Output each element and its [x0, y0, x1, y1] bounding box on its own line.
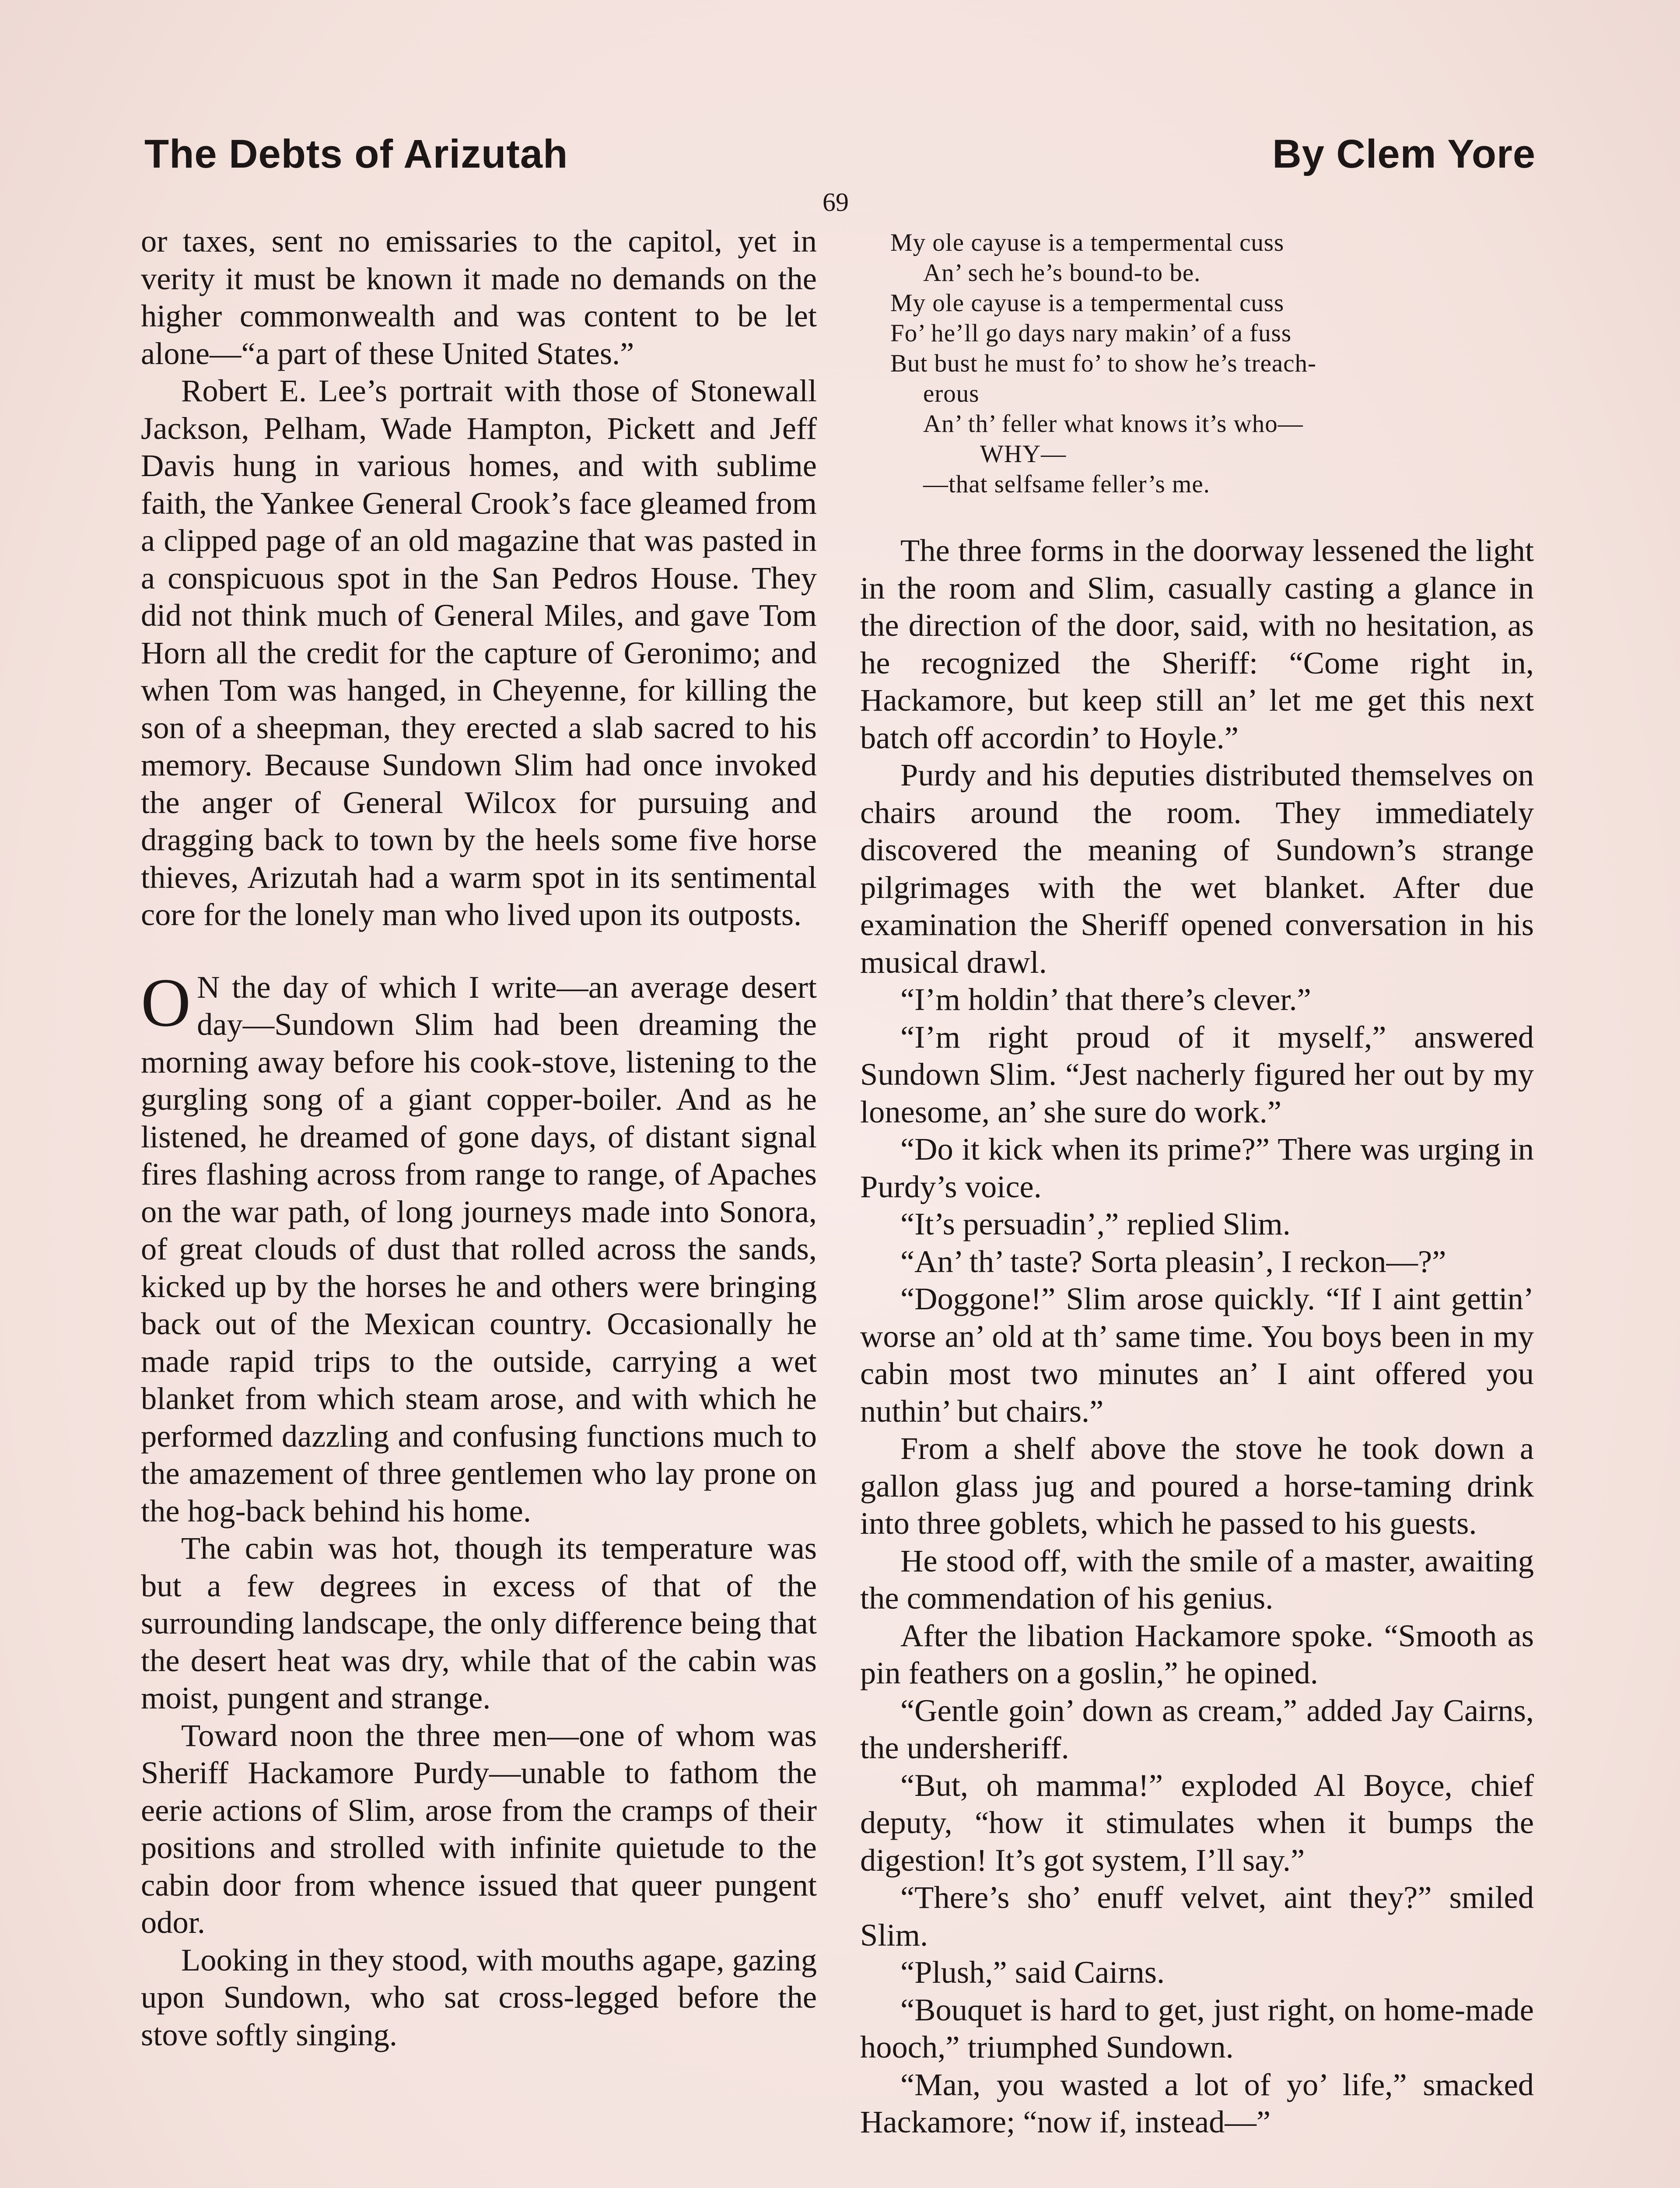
paragraph: “It’s persuadin’,” replied Slim. — [900, 1206, 1291, 1241]
paragraph: “There’s sho’ enuff velvet, aint they?” smiled Slim. — [860, 1879, 1534, 1953]
story-title: The Debts of Arizutah — [144, 132, 568, 176]
paragraph: “Do it kick when its prime?” There was urging in Purdy’s voice. — [860, 1131, 1534, 1204]
story-byline: By Clem Yore — [1272, 132, 1536, 176]
song-verse — [890, 228, 1538, 499]
paragraph: “Doggone!” Slim arose quickly. “If I aint gettin’ worse an’ old at th’ same time. You boys been in my cabin most two minutes an’ I aint offered you nuthin’ but chairs.” — [860, 1281, 1534, 1429]
page-number: 69 — [822, 188, 849, 217]
verse-line: My ole cayuse is a tempermental cuss — [890, 229, 1284, 256]
running-head — [144, 131, 1536, 188]
right-column — [860, 532, 1534, 2141]
paragraph: “Man, you wasted a lot of yo’ life,” smacked Hackamore; “now if, instead—” — [860, 2066, 1534, 2139]
paragraph: or taxes, sent no emissaries to the capitol, yet in verity it must be known it made no demands on the higher commonwealth and was content to be let alone—“a part of these United States.” — [141, 223, 817, 371]
paragraph: “Bouquet is hard to get, just right, on home-made hooch,” triumphed Sundown. — [860, 1992, 1534, 2065]
verse-line: —that selfsame feller’s me. — [923, 470, 1210, 498]
paragraph: He stood off, with the smile of a master, awaiting the commendation of his genius. — [860, 1543, 1534, 1616]
verse-line: But bust he must fo’ to show he’s treach- — [890, 350, 1316, 377]
paragraph: The cabin was hot, though its temperature was but a few degrees in excess of that of the surrounding landscape, the only difference being that the desert heat was dry, while that of the cabin was moist, pungent and strange. — [141, 1530, 817, 1715]
paragraph: Purdy and his deputies distributed themselves on chairs around the room. They immediately discovered the meaning of Sundown’s strange pilgrimages with the wet blanket. After due examination the Sheriff opened conversation in his musical drawl. — [860, 757, 1534, 980]
verse-line: An’ sech he’s bound-to be. — [923, 259, 1201, 287]
verse-line: erous — [923, 380, 980, 407]
paragraph: Robert E. Lee’s portrait with those of Stonewall Jackson, Pelham, Wade Hampton, Pickett and Jeff Davis hung in various homes, and with sublime faith, the Yankee General Crook’s face gleamed from a clipped page of an old magazine that was pasted in a conspicuous spot in the San Pedros House. They did not think much of General Miles, and gave Tom Horn all the credit for the capture of Geronimo; and when Tom was hanged, in Cheyenne, for killing the son of a sheepman, they erected a slab sacred to his memory. Because Sundown Slim had once invoked the anger of General Wilcox for pursuing and dragging back to town by the heels some five horse thieves, Arizutah had a warm spot in its sentimental core for the lonely man who lived upon its outposts. — [141, 373, 817, 932]
paragraph-text: N the day of which I write—an average desert day—Sundown Slim had been dreaming the morning away before his cook-stove, listening to the gurgling song of a giant copper-boiler. And as he listened, he dreamed of gone days, of distant signal fires flashing across from range to range, of Apaches on the war path, of long journeys made into Sonora, of great clouds of dust that rolled across the sands, kicked up by the horses he and others were bringing back out of the Mexican country. Occasionally he made rapid trips to the outside, carrying a wet blanket from which steam arose, and with which he performed dazzling and confusing functions much to the amazement of three gentlemen who lay prone on the hog-back behind his home. — [141, 969, 817, 1529]
drop-cap-letter: O — [141, 964, 191, 1041]
paragraph: “Plush,” said Cairns. — [900, 1954, 1165, 1990]
paragraph: “Gentle goin’ down as cream,” added Jay Cairns, the undersheriff. — [860, 1692, 1534, 1765]
paragraph: “An’ th’ taste? Sorta pleasin’, I reckon—?” — [900, 1243, 1446, 1279]
paragraph: “I’m right proud of it myself,” answered Sundown Slim. “Jest nacherly figured her out by my lonesome, an’ she sure do work.” — [860, 1019, 1534, 1129]
paragraph: Looking in they stood, with mouths agape, gazing upon Sundown, who sat cross-legged before the stove softly singing. — [141, 1942, 817, 2052]
verse-line: An’ th’ feller what knows it’s who— — [923, 410, 1303, 438]
paragraph: From a shelf above the stove he took down a gallon glass jug and poured a horse-taming drink into three goblets, which he passed to his guests. — [860, 1431, 1534, 1541]
paragraph: “I’m holdin’ that there’s clever.” — [900, 982, 1311, 1017]
paragraph: “But, oh mamma!” exploded Al Boyce, chief deputy, “how it stimulates when it bumps the digestion! It’s got system, I’ll say.” — [860, 1767, 1534, 1878]
verse-line: My ole cayuse is a tempermental cuss — [890, 289, 1284, 317]
paragraph: After the libation Hackamore spoke. “Smooth as pin feathers on a goslin,” he opined. — [860, 1617, 1534, 1690]
paragraph-dropcap — [141, 964, 817, 1530]
verse-line: WHY— — [980, 440, 1067, 468]
verse-line: Fo’ he’ll go days nary makin’ of a fuss — [890, 319, 1292, 347]
paragraph: The three forms in the doorway lessened the light in the room and Slim, casually casting a glance in the direction of the door, said, with no hesitation, as he recognized the Sheriff: “Come right in, Hackamore, but keep still an’ let me get this next batch off accordin’ to Hoyle.” — [860, 533, 1534, 755]
paragraph: Toward noon the three men—one of whom was Sheriff Hackamore Purdy—unable to fathom the eerie actions of Slim, arose from the cramps of their positions and strolled with infinite quietude to the cabin door from whence issued that queer pungent odor. — [141, 1717, 817, 1940]
section-break — [141, 933, 817, 968]
left-column — [141, 222, 817, 2053]
